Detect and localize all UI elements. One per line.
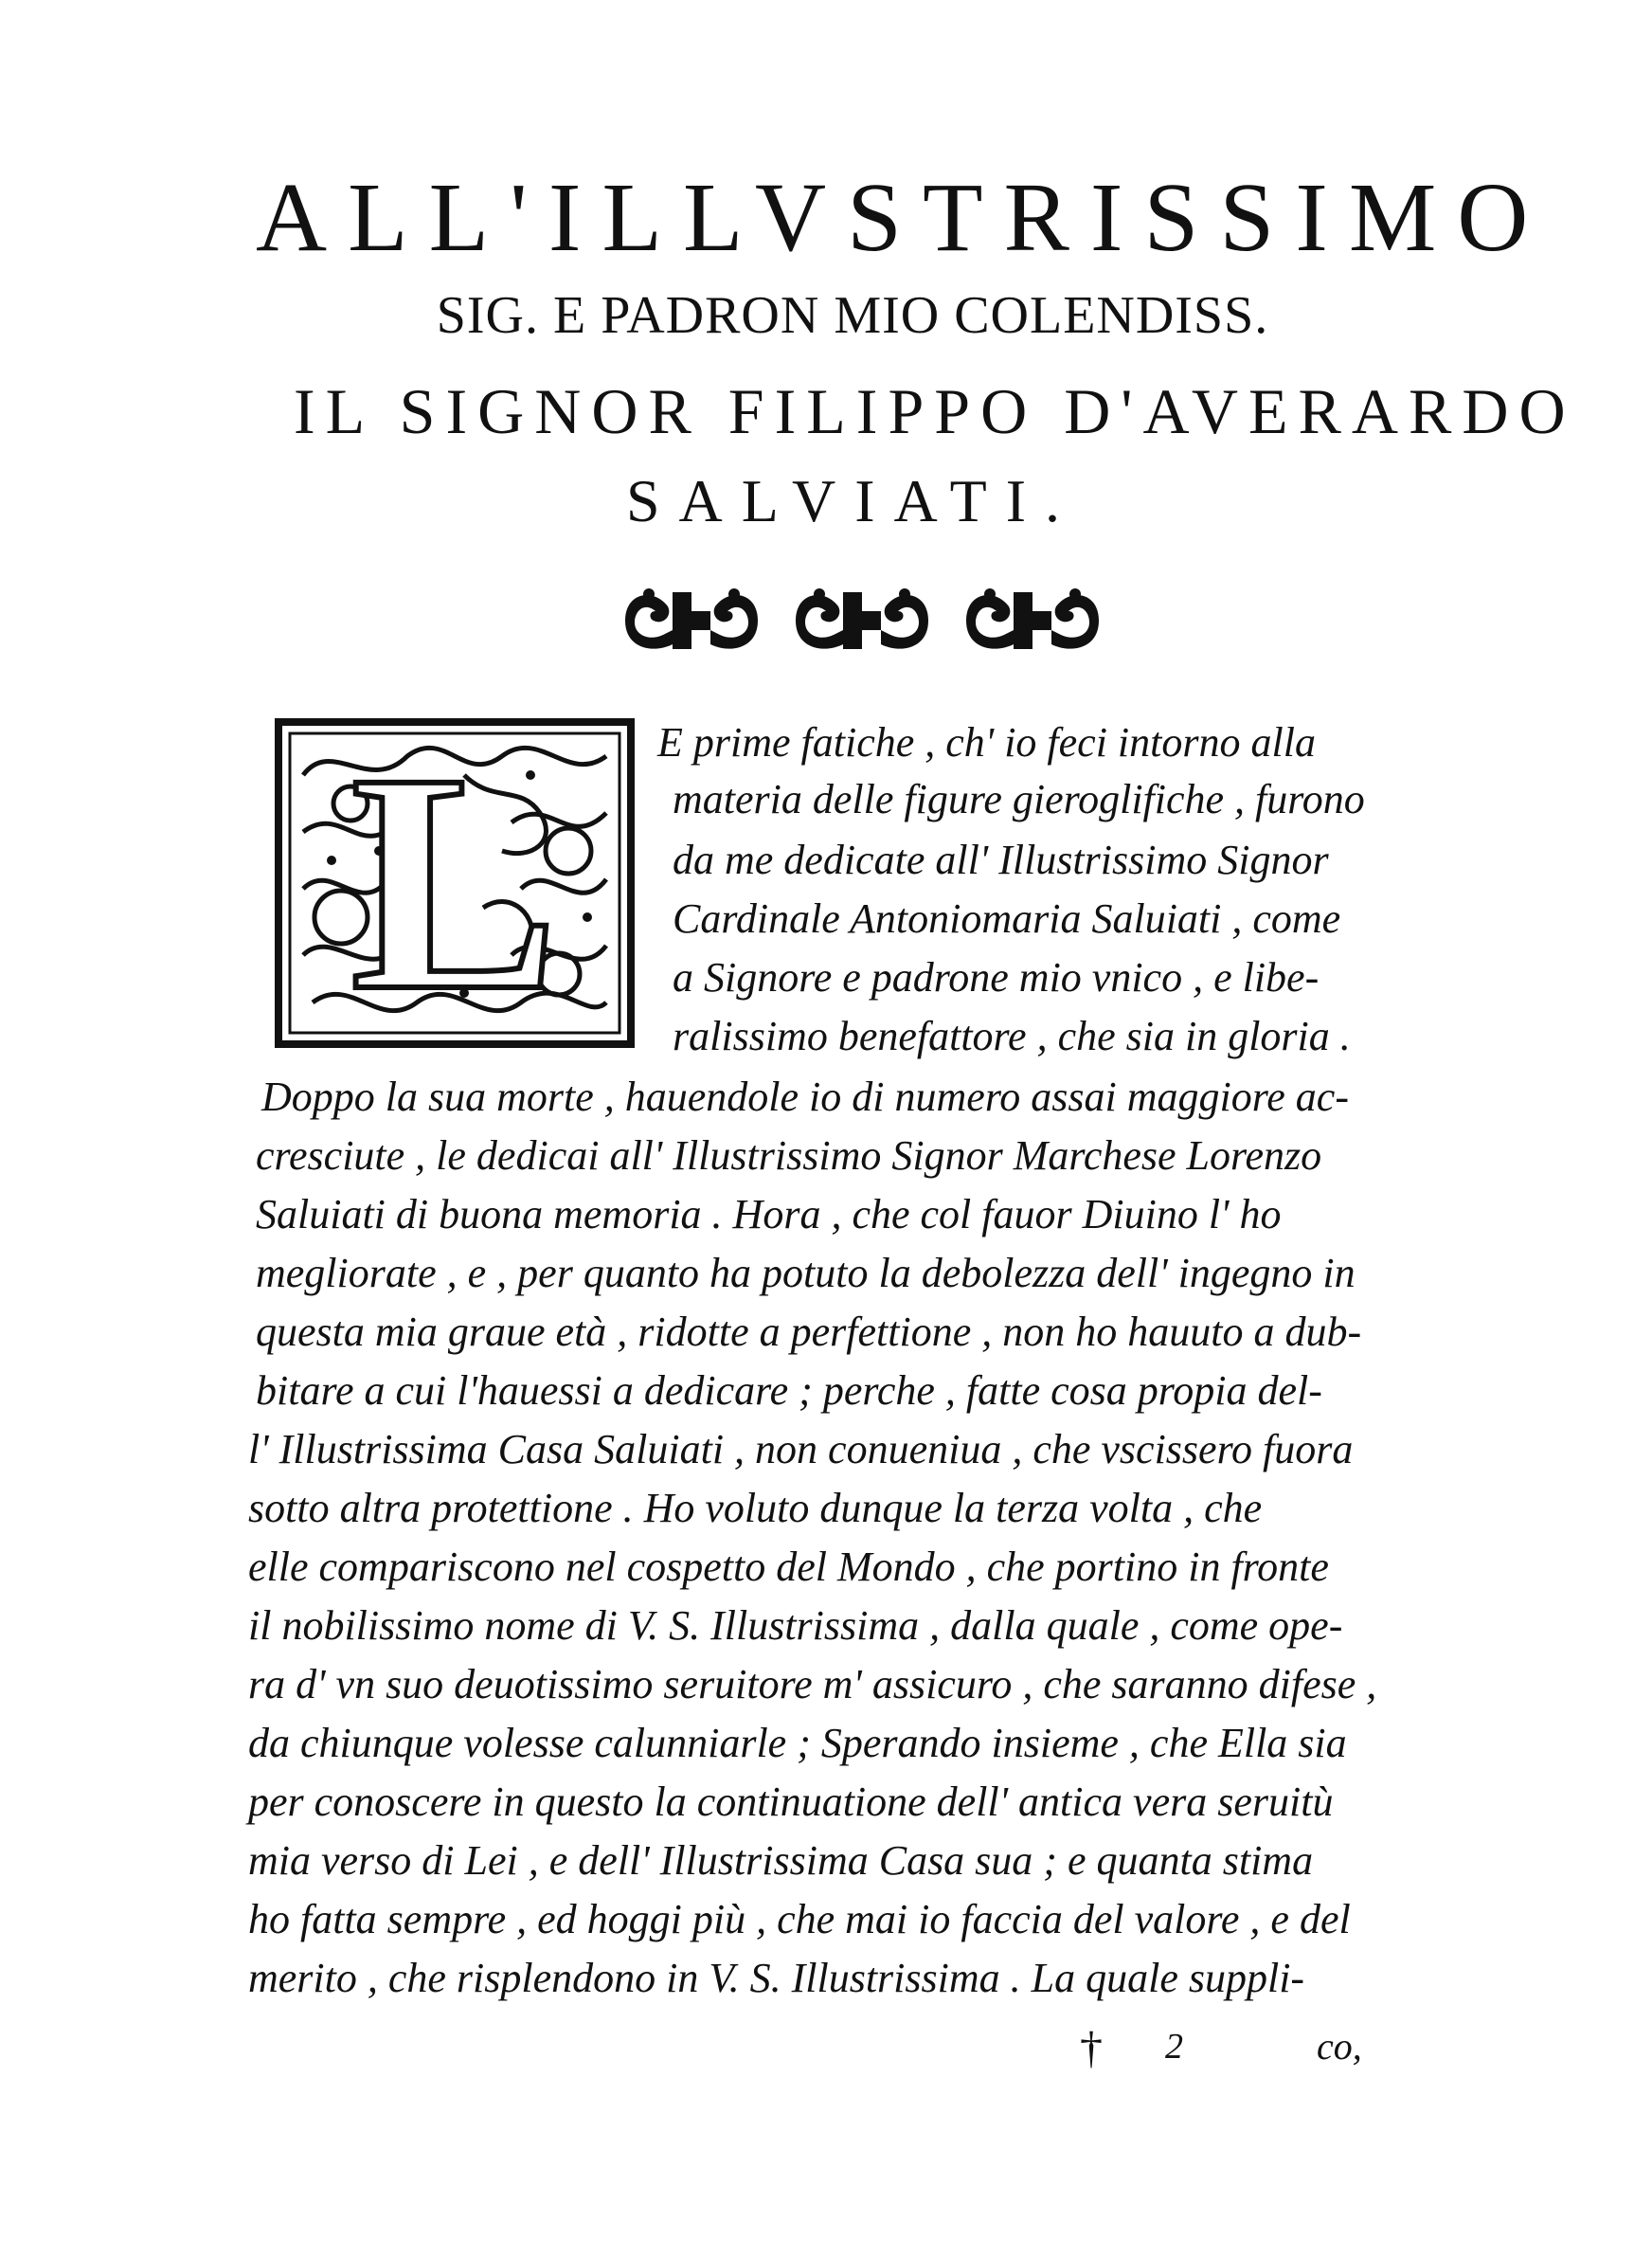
initial-letter: L: [350, 710, 560, 1056]
text-line: da chiunque volesse calunniarle ; Sperando insieme , che Ella sia: [248, 1720, 1347, 1766]
signature-mark: †: [1080, 2023, 1103, 2073]
text-line: E prime fatiche , ch' io feci intorno alla: [657, 719, 1316, 766]
text-line: questa mia graue età , ridotte a perfettione , non ho hauuto a dub-: [256, 1309, 1362, 1355]
text-line: cresciute , le dedicai all' Illustrissimo Signor Marchese Lorenzo: [256, 1132, 1322, 1179]
text-line: Saluiati di buona memoria . Hora , che col fauor Diuino l' ho: [256, 1191, 1282, 1237]
text-line: Cardinale Antoniomaria Saluiati , come: [673, 895, 1341, 942]
text-line: materia delle figure gieroglifiche , furono: [673, 776, 1365, 822]
text-line: mia verso di Lei , e dell' Illustrissima Casa sua ; e quanta stima: [248, 1837, 1314, 1884]
text-line: per conoscere in questo la continuatione dell' antica vera seruitù: [248, 1779, 1334, 1825]
text-line: elle compariscono nel cospetto del Mondo , che portino in fronte: [248, 1544, 1329, 1590]
text-line: a Signore e padrone mio vnico , e libe-: [673, 954, 1320, 1001]
text-line: Doppo la sua morte , hauendole io di numero assai maggiore ac-: [261, 1074, 1349, 1120]
dedicatee-surname: SALVIATI.: [625, 467, 1080, 534]
dedicatee-name: IL SIGNOR FILIPPO D'AVERARDO: [294, 375, 1576, 447]
text-line: ra d' vn suo deuotissimo seruitore m' assicuro , che saranno difese ,: [248, 1661, 1377, 1707]
catchword: co,: [1317, 2025, 1362, 2067]
text-line: ho fatta sempre , ed hoggi più , che mai io faccia del valore , e del: [248, 1896, 1351, 1942]
text-line: bitare a cui l'hauessi a dedicare ; perche , fatte cosa propia del-: [256, 1367, 1322, 1414]
text-line: megliorate , e , per quanto ha potuto la debolezza dell' ingegno in: [256, 1250, 1356, 1296]
signature-number: 2: [1165, 2027, 1183, 2067]
text-line: merito , che risplendono in V. S. Illustrissima . La quale suppli-: [248, 1955, 1305, 2001]
dedication-subtitle: SIG. E PADRON MIO COLENDISS.: [436, 286, 1269, 345]
text-line: ralissimo benefattore , che sia in gloria .: [673, 1013, 1351, 1059]
text-line: l' Illustrissima Casa Saluiati , non conueniua , che vscissero fuora: [248, 1426, 1354, 1472]
text-line: il nobilissimo nome di V. S. Illustrissima , dalla quale , come ope-: [248, 1602, 1343, 1649]
text-line: da me dedicate all' Illustrissimo Signor: [673, 837, 1329, 883]
dedication-title: ALL'ILLVSTRISSIMO: [256, 163, 1550, 272]
text-line: sotto altra protettione . Ho voluto dunque la terza volta , che: [248, 1485, 1263, 1531]
